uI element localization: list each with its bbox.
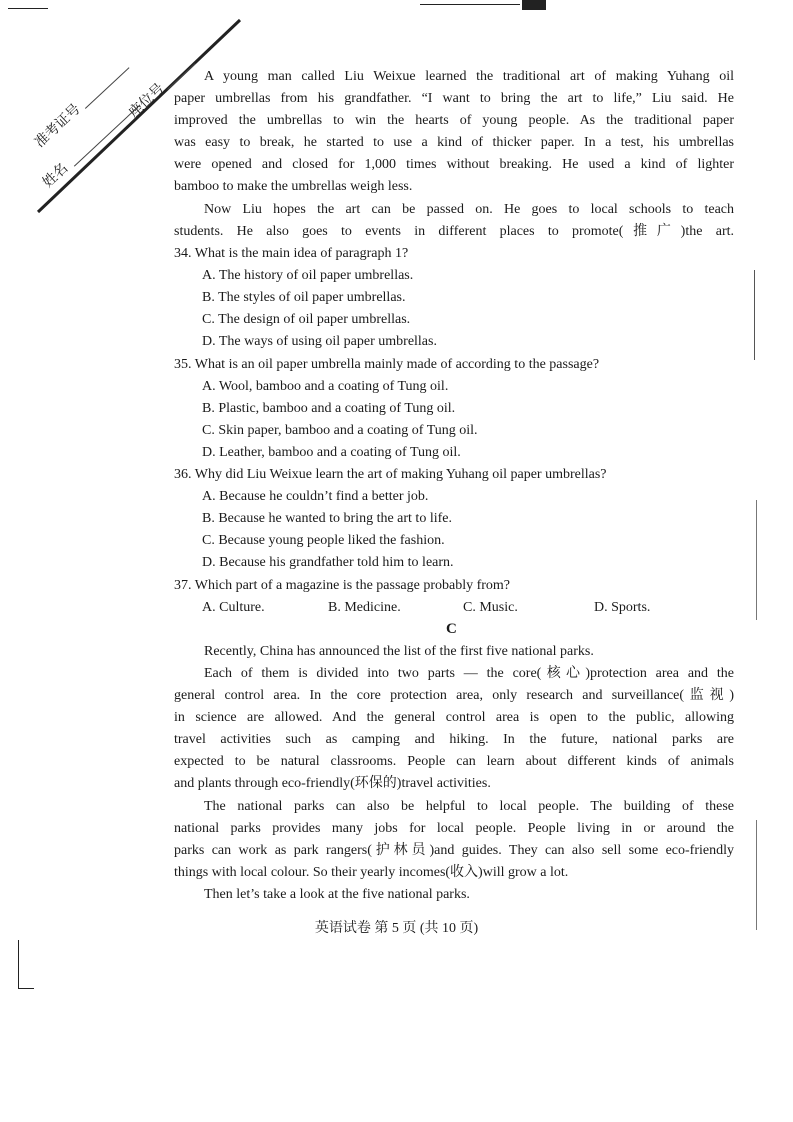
passage-line: Each of them is divided into two parts — the core(核心)protection area and the	[204, 666, 734, 681]
question-stem: 37. Which part of a magazine is the passage probably from?	[174, 578, 511, 593]
answer-option: B. The styles of oil paper umbrellas.	[202, 290, 406, 305]
passage-line: and plants through eco-friendly(环保的)travel activities.	[174, 776, 491, 791]
answer-option: C. The design of oil paper umbrellas.	[202, 312, 411, 327]
header-mark	[522, 0, 546, 10]
passage-line: Now Liu hopes the art can be passed on. He goes to local schools to teach	[204, 202, 734, 217]
stamp-exam-id-label: 准考证号	[31, 101, 84, 151]
question-stem: 34. What is the main idea of paragraph 1?	[174, 246, 409, 261]
passage-line: Recently, China has announced the list of the first five national parks.	[204, 644, 594, 659]
answer-option: A. Culture.	[202, 600, 265, 615]
answer-option: D. Because his grandfather told him to learn.	[202, 555, 454, 570]
passage-line: students. He also goes to events in different places to promote(推广)the art.	[174, 224, 734, 239]
section-heading: C	[446, 621, 457, 637]
passage-line: The national parks can also be helpful to local people. The building of these	[204, 799, 734, 814]
passage-line: parks can work as park rangers(护林员)and guides. They can also sell some eco-friendly	[174, 843, 734, 858]
passage-line: national parks provides many jobs for local people. People living in or around the	[174, 821, 734, 836]
left-margin-tick	[18, 988, 34, 989]
question-stem: 36. Why did Liu Weixue learn the art of making Yuhang oil paper umbrellas?	[174, 467, 607, 482]
right-edge-mark	[754, 270, 755, 360]
answer-option: B. Medicine.	[328, 600, 401, 615]
answer-option: A. Wool, bamboo and a coating of Tung oil.	[202, 379, 449, 394]
right-edge-mark	[756, 820, 757, 930]
passage-line: A young man called Liu Weixue learned the traditional art of making Yuhang oil	[204, 69, 734, 84]
passage-line: in science are allowed. And the general control area is open to the public, allowing	[174, 710, 734, 725]
right-edge-mark	[756, 500, 757, 620]
passage-line: things with local colour. So their yearly incomes(收入)will grow a lot.	[174, 865, 569, 880]
stamp-seat-label: 座位号	[125, 80, 168, 121]
stamp-name-label: 姓名	[39, 160, 72, 191]
page-footer: 英语试卷 第 5 页 (共 10 页)	[314, 921, 479, 936]
answer-option: C. Because young people liked the fashion.	[202, 533, 445, 548]
passage-line: expected to be natural classrooms. People can learn about different kinds of animals	[174, 754, 734, 769]
answer-option: B. Plastic, bamboo and a coating of Tung oil.	[202, 401, 456, 416]
passage-line: travel activities such as camping and hiking. In the future, national parks are	[174, 732, 734, 747]
left-margin-mark	[18, 940, 19, 988]
passage-line: Then let’s take a look at the five national parks.	[204, 887, 470, 902]
answer-option: D. Leather, bamboo and a coating of Tung oil.	[202, 445, 461, 460]
passage-line: bamboo to make the umbrellas weigh less.	[174, 179, 413, 194]
answer-option: A. The history of oil paper umbrellas.	[202, 268, 414, 283]
answer-option: B. Because he wanted to bring the art to life.	[202, 511, 452, 526]
answer-option: C. Skin paper, bamboo and a coating of Tung oil.	[202, 423, 478, 438]
question-stem: 35. What is an oil paper umbrella mainly made of according to the passage?	[174, 357, 600, 372]
passage-line: improved the umbrellas to win the hearts of young people. As the traditional paper	[174, 113, 734, 128]
answer-option: A. Because he couldn’t find a better job.	[202, 489, 429, 504]
passage-line: were opened and closed for 1,000 times without breaking. He used a kind of lighter	[174, 157, 734, 172]
answer-option: C. Music.	[463, 600, 518, 615]
answer-option: D. The ways of using oil paper umbrellas.	[202, 334, 437, 349]
passage-line: was easy to break, he started to use a kind of thicker paper. In a test, his umbrellas	[174, 135, 734, 150]
header-rule-right	[420, 4, 520, 5]
passage-line: paper umbrellas from his grandfather. “I want to bring the art to life,” Liu said. He	[174, 91, 734, 106]
passage-line: general control area. In the core protection area, only research and surveillance(监视)	[174, 688, 734, 703]
answer-option: D. Sports.	[594, 600, 651, 615]
